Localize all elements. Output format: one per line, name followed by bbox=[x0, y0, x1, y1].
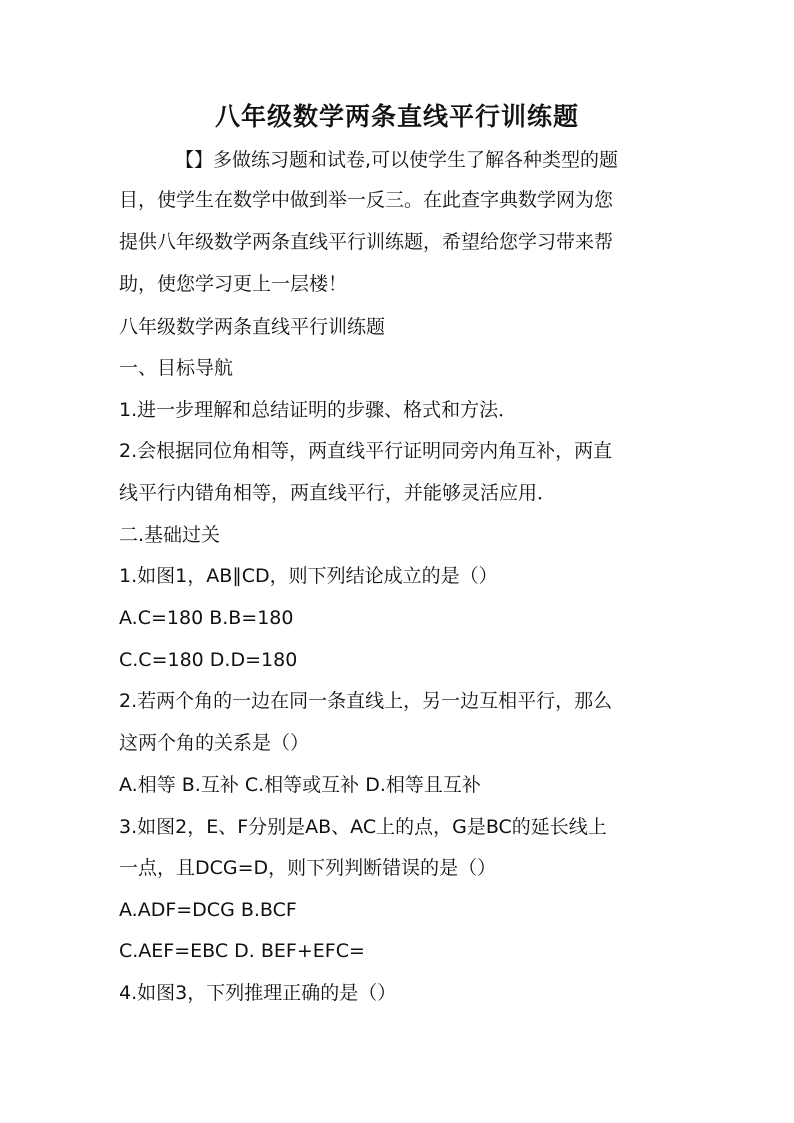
intro-line-2: 目，使学生在数学中做到举一反三。在此查字典数学网为您 bbox=[119, 189, 614, 211]
question-4: 4.如图3，下列推理正确的是（） bbox=[119, 982, 397, 1004]
goal-item-2-line-2: 线平行内错角相等，两直线平行，并能够灵活应用． bbox=[119, 482, 557, 504]
intro-line-1: 【】多做练习题和试卷,可以使学生了解各种类型的题 bbox=[175, 149, 619, 171]
question-3-line-1: 3.如图2，E、F分别是AB、AC上的点，G是BC的延长线上 bbox=[119, 816, 607, 838]
question-2-line-2: 这两个角的关系是（） bbox=[119, 732, 310, 754]
intro-line-4: 助，使您学习更上一层楼！ bbox=[119, 273, 348, 295]
intro-line-3: 提供八年级数学两条直线平行训练题，希望给您学习带来帮 bbox=[119, 231, 614, 253]
question-1-options-a-b: A.C=180 B.B=180 bbox=[119, 607, 294, 629]
question-3-options-a-b: A.ADF=DCG B.BCF bbox=[119, 899, 297, 921]
goal-item-2-line-1: 2.会根据同位角相等，两直线平行证明同旁内角互补，两直 bbox=[119, 440, 613, 462]
subtitle-line: 八年级数学两条直线平行训练题 bbox=[119, 316, 386, 338]
question-2-options: A.相等 B.互补 C.相等或互补 D.相等且互补 bbox=[119, 774, 481, 796]
question-1: 1.如图1，AB∥CD，则下列结论成立的是（） bbox=[119, 565, 498, 587]
section-heading-basics: 二.基础过关 bbox=[119, 524, 221, 546]
question-2-line-1: 2.若两个角的一边在同一条直线上，另一边互相平行，那么 bbox=[119, 690, 613, 712]
question-3-options-c-d: C.AEF=EBC D. BEF+EFC= bbox=[119, 940, 365, 962]
goal-item-1: 1.进一步理解和总结证明的步骤、格式和方法． bbox=[119, 399, 518, 421]
document-title: 八年级数学两条直线平行训练题 bbox=[214, 102, 579, 131]
section-heading-goals: 一、目标导航 bbox=[119, 357, 234, 379]
question-3-line-2: 一点，且DCG=D，则下列判断错误的是（） bbox=[119, 857, 497, 879]
question-1-options-c-d: C.C=180 D.D=180 bbox=[119, 649, 298, 671]
